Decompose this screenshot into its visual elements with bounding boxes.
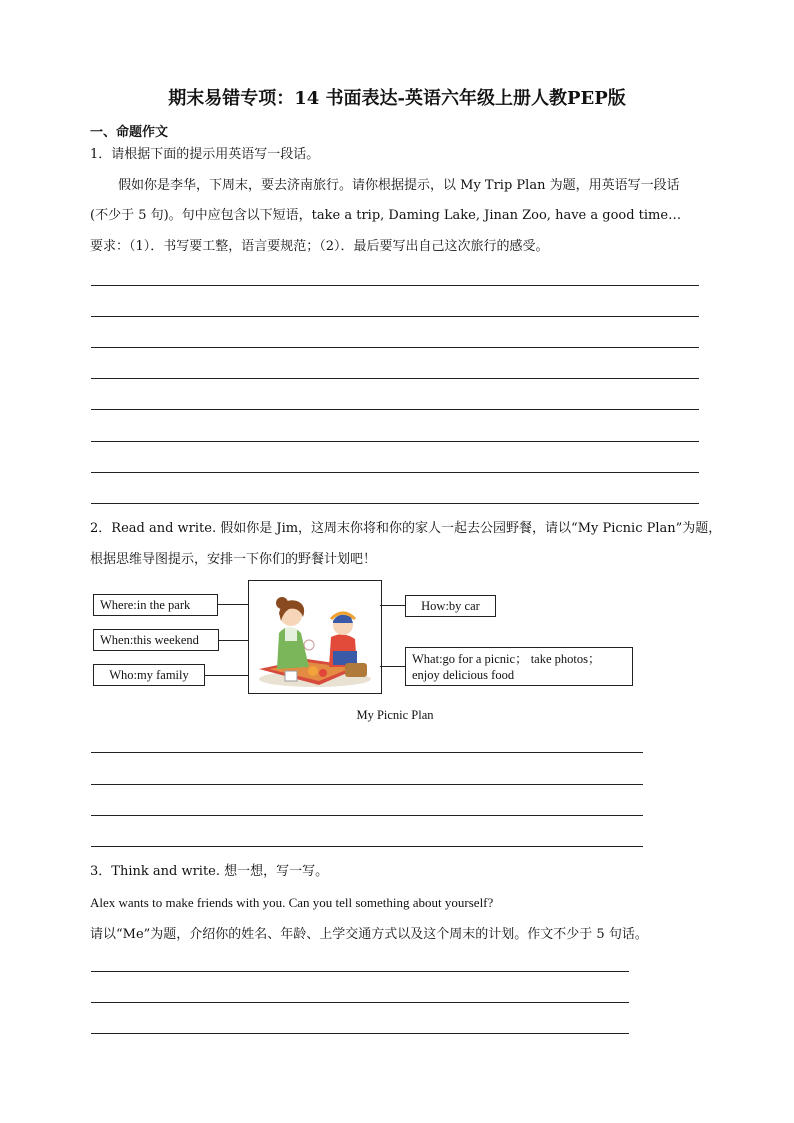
q3-prompt-text: Think and write. 想一想，写一写。: [111, 864, 329, 879]
mindmap-where-label: Where:in the park: [100, 597, 191, 612]
mindmap-where-box: [93, 594, 218, 616]
q1-scenario-line1: 假如你是李华，下周末，要去济南旅行。请你根据提示，以 My Trip Plan 为题，用英语写一段话: [118, 178, 680, 193]
q3-line1: Alex wants to make friends with you. Can you tell something about yourself?: [90, 895, 494, 910]
mindmap-what-box: [405, 647, 633, 686]
q1-prompt-text: 请根据下面的提示用英语写一段话。: [111, 147, 320, 162]
writing-line[interactable]: [91, 1002, 629, 1003]
writing-line[interactable]: [91, 285, 699, 286]
mindmap-when-box: [93, 629, 219, 651]
mindmap-how-label: How:by car: [421, 598, 480, 613]
connector-line: [219, 640, 248, 641]
q3-prompt: [90, 863, 328, 881]
connector-line: [218, 604, 248, 605]
writing-line[interactable]: [91, 1033, 629, 1034]
mindmap-caption: My Picnic Plan: [356, 708, 434, 722]
q1-prompt: [90, 146, 319, 164]
q2-number: 2．: [90, 521, 112, 536]
picnic-illustration: [248, 580, 382, 694]
writing-line[interactable]: [91, 815, 643, 816]
writing-line[interactable]: [91, 472, 699, 473]
writing-line[interactable]: [91, 971, 629, 972]
writing-line[interactable]: [91, 846, 643, 847]
mindmap-what-label-line1: What:go for a picnic； take photos；: [412, 651, 601, 666]
writing-line[interactable]: [91, 441, 699, 442]
connector-line: [205, 675, 248, 676]
q3-number: 3．: [90, 864, 112, 879]
q1-requirements: 要求：（1）．书写要工整，语言要规范；（2）．最后要写出自己这次旅行的感受。: [90, 239, 549, 254]
section-heading: 一、命题作文: [90, 125, 169, 140]
picnic-family-picture: [249, 581, 381, 693]
page-title: 期末易错专项：14 书面表达-英语六年级上册人教PEP版: [168, 88, 626, 109]
writing-line[interactable]: [91, 347, 699, 348]
q2-prompt-line2: 根据思维导图提示，安排一下你们的野餐计划吧！: [90, 552, 377, 567]
q2-prompt-line1: [90, 520, 721, 538]
q2-prompt-text: Read and write. 假如你是 Jim，这周末你将和你的家人一起去公园野餐，请以“My Picnic Plan”为题，: [111, 521, 722, 536]
mindmap-who-box: [93, 664, 205, 686]
mindmap-who-label: Who:my family: [109, 667, 189, 682]
connector-line: [380, 605, 405, 606]
mindmap-when-label: When:this weekend: [100, 632, 199, 647]
writing-line[interactable]: [91, 409, 699, 410]
q1-number: 1．: [90, 147, 112, 162]
q1-scenario-line2: (不少于 5 句)。句中应包含以下短语，take a trip, Daming Lake, Jinan Zoo, have a good time…: [90, 208, 682, 223]
q3-line2: 请以“Me”为题，介绍你的姓名、年龄、上学交通方式以及这个周末的计划。作文不少于 5 句话。: [90, 927, 648, 942]
writing-line[interactable]: [91, 752, 643, 753]
mindmap-what-label-line2: enjoy delicious food: [412, 667, 515, 682]
connector-line: [380, 666, 405, 667]
writing-line[interactable]: [91, 316, 699, 317]
writing-line[interactable]: [91, 378, 699, 379]
mindmap-how-box: [405, 595, 496, 617]
writing-line[interactable]: [91, 784, 643, 785]
writing-line[interactable]: [91, 503, 699, 504]
